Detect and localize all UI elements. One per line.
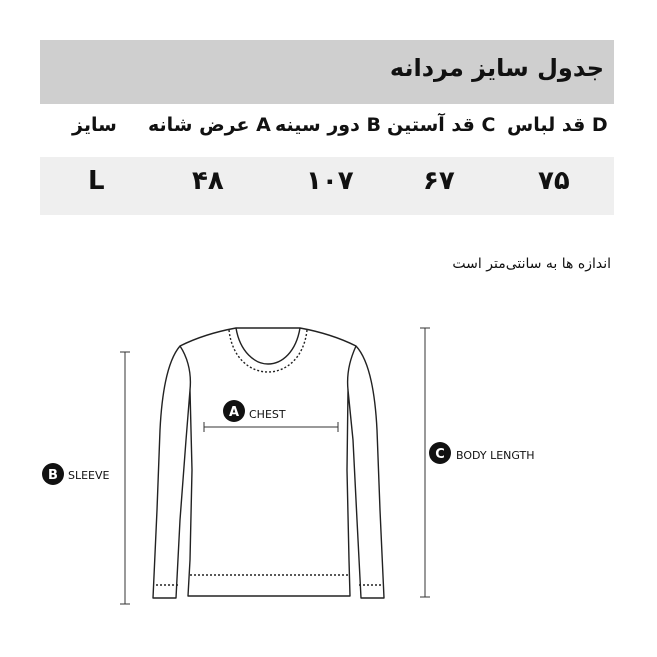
- value-chest: ۱۰۷: [306, 166, 354, 196]
- body-length-label: BODY LENGTH: [456, 449, 535, 462]
- header-shoulder-width: A عرض شانه: [148, 114, 271, 136]
- value-body-length: ۷۵: [538, 166, 570, 196]
- page-title: جدول سایز مردانه: [389, 54, 604, 82]
- units-note: اندازه ها به سانتی‌متر است: [452, 256, 611, 272]
- sleeve-label: SLEEVE: [68, 469, 110, 482]
- header-sleeve-length: C قد آستین: [387, 114, 496, 136]
- header-size: سایز: [72, 114, 117, 136]
- value-sleeve-length: ۶۷: [423, 166, 455, 196]
- sweater-outline-icon: [153, 328, 384, 598]
- header-body-length: D قد لباس: [507, 114, 608, 136]
- badge-c-letter: C: [435, 447, 445, 462]
- badge-a-letter: A: [228, 405, 240, 420]
- sleeve-measure-line: [120, 352, 130, 604]
- value-size: L: [88, 166, 105, 196]
- body-length-measure-line: [420, 328, 430, 597]
- chest-label: CHEST: [249, 408, 286, 421]
- badge-b-letter: B: [48, 468, 58, 483]
- chest-measure-line: [204, 422, 338, 432]
- value-shoulder-width: ۴۸: [192, 166, 224, 196]
- header-chest: B دور سینه: [275, 114, 381, 136]
